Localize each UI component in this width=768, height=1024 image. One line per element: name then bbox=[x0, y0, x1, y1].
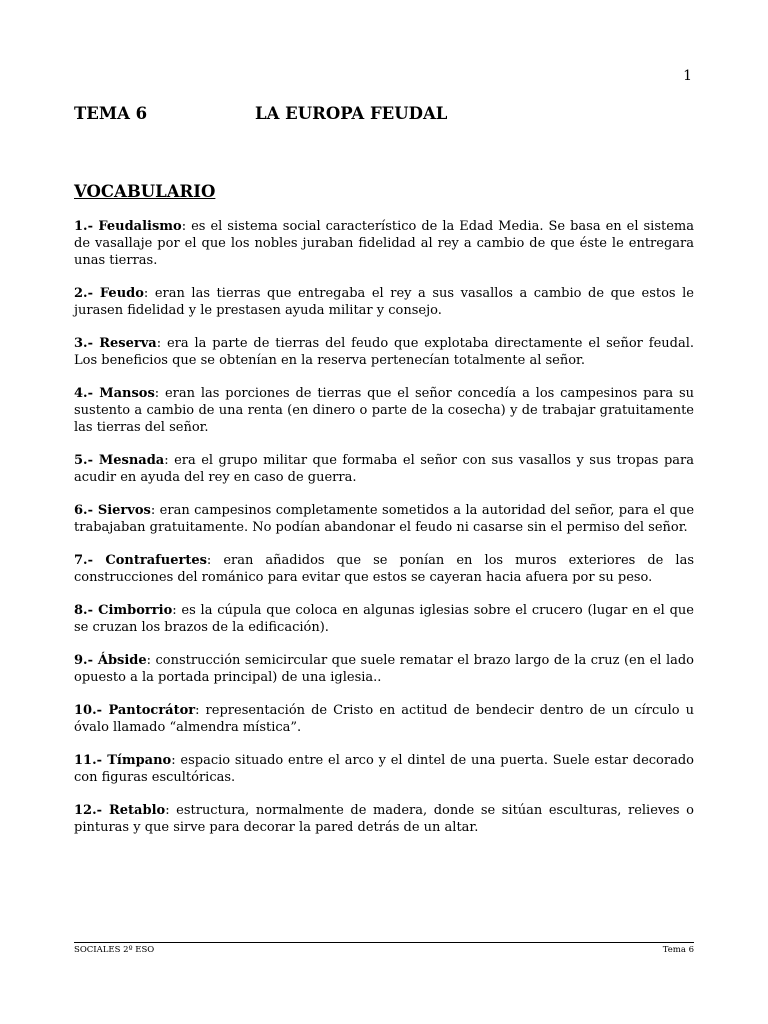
footer-divider bbox=[74, 942, 694, 943]
vocabulary-entry bbox=[74, 552, 694, 586]
entry-term: 10.- Pantocrátor bbox=[74, 703, 196, 718]
entry-term: 12.- Retablo bbox=[74, 803, 166, 818]
vocabulary-entry bbox=[74, 752, 694, 786]
entry-definition: : eran las tierras que entregaba el rey a sus vasallos a cambio de que estos le jurasen fidelidad y le prestasen ayuda militar y consejo. bbox=[74, 286, 695, 318]
vocabulary-entry bbox=[74, 502, 694, 536]
section-heading: VOCABULARIO bbox=[74, 182, 216, 201]
vocabulary-entry bbox=[74, 802, 694, 836]
entry-definition: : era el grupo militar que formaba el señor con sus vasallos y sus tropas para acudir en ayuda del rey en caso de guerra. bbox=[74, 453, 694, 485]
entry-term: 5.- Mesnada bbox=[74, 453, 165, 468]
entry-definition: : representación de Cristo en actitud de bendecir dentro de un círculo u óvalo llamado “almendra mística”. bbox=[74, 703, 694, 735]
vocabulary-entry bbox=[74, 218, 694, 269]
footer-course: SOCIALES 2º ESO bbox=[74, 945, 155, 955]
entry-term: 3.- Reserva bbox=[74, 336, 157, 351]
entry-term: 11.- Tímpano bbox=[74, 753, 172, 768]
vocabulary-entry bbox=[74, 385, 694, 436]
entry-term: 7.- Contrafuertes bbox=[74, 553, 207, 568]
vocabulary-entry bbox=[74, 285, 694, 319]
title-name: LA EUROPA FEUDAL bbox=[255, 104, 448, 123]
vocabulary-list bbox=[74, 218, 694, 852]
vocabulary-entry bbox=[74, 702, 694, 736]
entry-definition: : eran añadidos que se ponían en los muros exteriores de las construcciones del románico para evitar que estos se cayeran hacia afuera por su peso. bbox=[74, 553, 695, 585]
entry-term: 1.- Feudalismo bbox=[74, 219, 182, 234]
vocabulary-entry bbox=[74, 652, 694, 686]
vocabulary-entry bbox=[74, 452, 694, 486]
entry-definition: : eran las porciones de tierras que el señor concedía a los campesinos para su sustento a cambio de una renta (en dinero o parte de la cosecha) y de trabajar gratuitamente las tierras del señor. bbox=[74, 386, 694, 435]
entry-definition: : es el sistema social característico de la Edad Media. Se basa en el sistema de vasallaje por el que los nobles juraban fidelidad al rey a cambio de que éste le entregara unas tierras. bbox=[74, 219, 694, 268]
entry-term: 4.- Mansos bbox=[74, 386, 155, 401]
entry-definition: : construcción semicircular que suele rematar el brazo largo de la cruz (en el lado opuesto a la portada principal) de una iglesia.. bbox=[74, 653, 694, 685]
footer-topic: Tema 6 bbox=[662, 945, 694, 955]
entry-term: 6.- Siervos bbox=[74, 503, 151, 518]
title-topic: TEMA 6 bbox=[74, 104, 148, 123]
entry-term: 9.- Ábside bbox=[74, 653, 147, 668]
page-number: 1 bbox=[683, 68, 692, 84]
vocabulary-entry bbox=[74, 602, 694, 636]
entry-term: 8.- Cimborrio bbox=[74, 603, 173, 618]
entry-term: 2.- Feudo bbox=[74, 286, 144, 301]
entry-definition: : es la cúpula que coloca en algunas iglesias sobre el crucero (lugar en el que se cruzan los brazos de la edificación). bbox=[74, 603, 694, 635]
entry-definition: : era la parte de tierras del feudo que explotaba directamente el señor feudal. Los beneficios que se obtenían en la reserva pertenecían totalmente al señor. bbox=[74, 336, 694, 368]
entry-definition: : espacio situado entre el arco y el dintel de una puerta. Suele estar decorado con figuras escultóricas. bbox=[74, 753, 694, 785]
vocabulary-entry bbox=[74, 335, 694, 369]
entry-definition: : estructura, normalmente de madera, donde se sitúan esculturas, relieves o pinturas y que sirve para decorar la pared detrás de un altar. bbox=[74, 803, 694, 835]
entry-definition: : eran campesinos completamente sometidos a la autoridad del señor, para el que trabajaban gratuitamente. No podían abandonar el feudo ni casarse sin el permiso del señor. bbox=[74, 503, 695, 535]
